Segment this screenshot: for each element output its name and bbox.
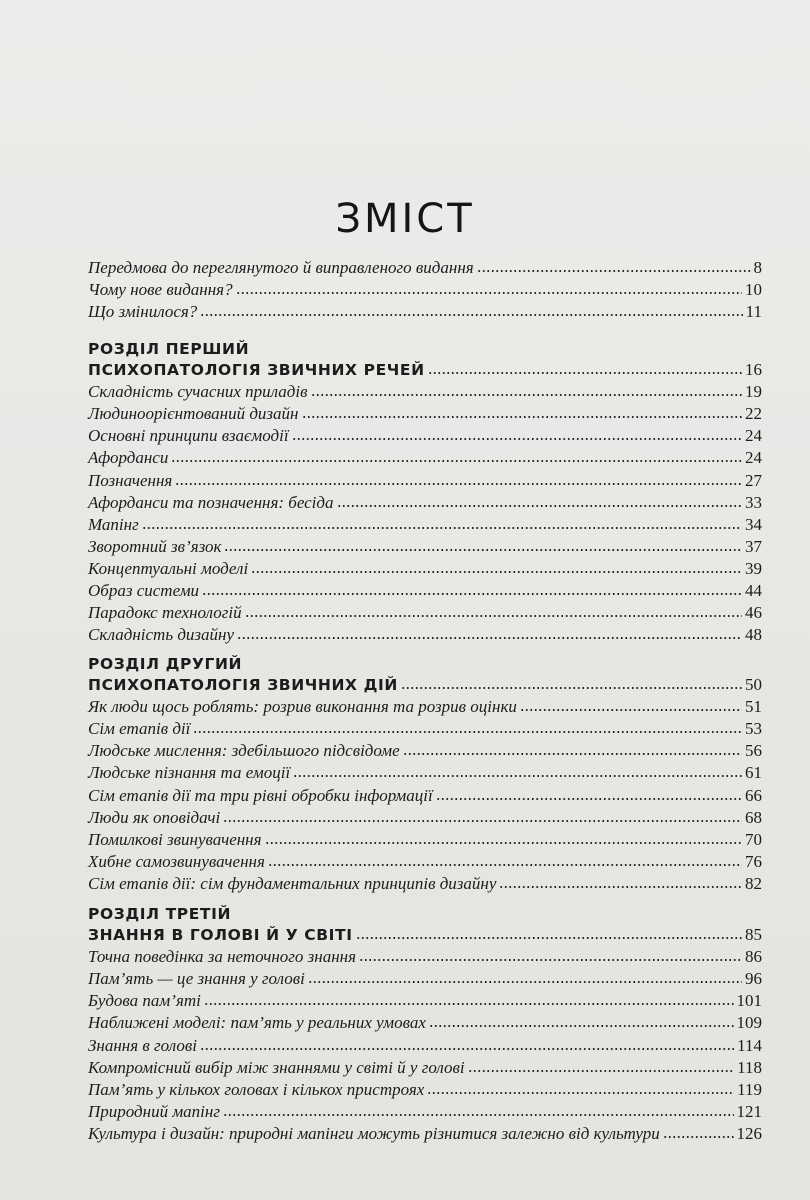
toc-entry: Позначення 27 bbox=[88, 470, 762, 490]
toc-entry: Мапінг 34 bbox=[88, 514, 762, 534]
toc-chapter-1 bbox=[88, 338, 762, 647]
toc-entry: Складність дизайну 48 bbox=[88, 625, 762, 645]
toc-entry: Наближені моделі: пам’ять у реальних умовах 109 bbox=[88, 1013, 762, 1033]
toc-entry: Компромісний вибір між знаннями у світі й у голові 118 bbox=[88, 1057, 762, 1077]
toc-entry: Людиноорієнтований дизайн 22 bbox=[88, 404, 762, 424]
toc-entry: Хибне самозвинувачення 76 bbox=[88, 851, 762, 871]
toc-entry: Знання в голові 114 bbox=[88, 1035, 762, 1055]
toc-chapter-3 bbox=[88, 903, 762, 1146]
toc-entry: Точна поведінка за неточного знання 86 bbox=[88, 947, 762, 967]
toc-entry: Що змінилося? 11 bbox=[88, 302, 762, 322]
toc-intro bbox=[88, 258, 762, 324]
toc-entry: Парадокс технологій 46 bbox=[88, 603, 762, 623]
toc-entry: Люди як оповідачі 68 bbox=[88, 807, 762, 827]
toc-entry: Складність сучасних приладів 19 bbox=[88, 382, 762, 402]
toc-entry: Пам’ять у кількох головах і кількох пристроях 119 bbox=[88, 1079, 762, 1099]
toc-entry: Афорданси 24 bbox=[88, 448, 762, 468]
toc-entry: Сім етапів дії: сім фундаментальних принципів дизайну 82 bbox=[88, 873, 762, 893]
toc-entry: Людське пізнання та емоції 61 bbox=[88, 763, 762, 783]
page-title: ЗМІСТ bbox=[335, 196, 475, 242]
chapter-label: РОЗДІЛ ТРЕТІЙ bbox=[88, 905, 232, 923]
toc-entry: Людське мислення: здебільшого підсвідоме 56 bbox=[88, 741, 762, 761]
toc-entry: Образ системи 44 bbox=[88, 581, 762, 601]
chapter-title: ЗНАННЯ В ГОЛОВІ Й У СВІТІ 85 bbox=[88, 925, 762, 945]
toc-entry: Сім етапів дії та три рівні обробки інформації 66 bbox=[88, 785, 762, 805]
toc-entry: Будова пам’яті 101 bbox=[88, 991, 762, 1011]
toc-entry: Концептуальні моделі 39 bbox=[88, 558, 762, 578]
toc-entry: Зворотний зв’язок 37 bbox=[88, 536, 762, 556]
toc-entry: Пам’ять — це знання у голові 96 bbox=[88, 969, 762, 989]
toc-entry: Природний мапінг 121 bbox=[88, 1101, 762, 1121]
toc-entry: Афорданси та позначення: бесіда 33 bbox=[88, 492, 762, 512]
toc-entry: Культура і дизайн: природні мапінги можуть різнитися залежно від культури 126 bbox=[88, 1123, 762, 1143]
toc-entry: Основні принципи взаємодії 24 bbox=[88, 426, 762, 446]
chapter-label: РОЗДІЛ ПЕРШИЙ bbox=[88, 340, 250, 358]
chapter-label: РОЗДІЛ ДРУГИЙ bbox=[88, 655, 243, 673]
toc-entry: Як люди щось роблять: розрив виконання та розрив оцінки 51 bbox=[88, 697, 762, 717]
toc-entry: Передмова до переглянутого й виправленого видання 8 bbox=[88, 258, 762, 277]
toc-entry: Помилкові звинувачення 70 bbox=[88, 829, 762, 849]
chapter-title: ПСИХОПАТОЛОГІЯ ЗВИЧНИХ ДІЙ 50 bbox=[88, 675, 762, 695]
chapter-title: ПСИХОПАТОЛОГІЯ ЗВИЧНИХ РЕЧЕЙ 16 bbox=[88, 360, 762, 380]
toc-chapter-2 bbox=[88, 653, 762, 896]
toc-entry: Сім етапів дії 53 bbox=[88, 719, 762, 739]
toc-entry: Чому нове видання? 10 bbox=[88, 280, 762, 300]
